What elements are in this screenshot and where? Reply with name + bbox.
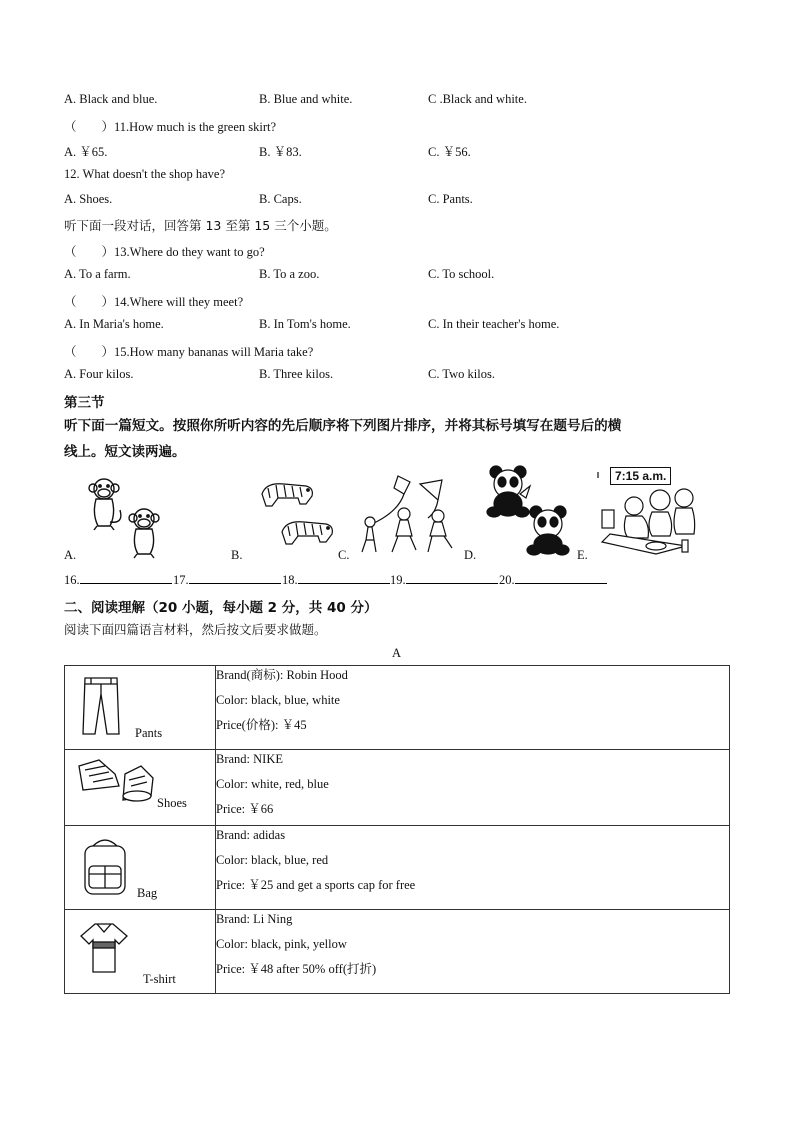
item-image-cell: [65, 750, 216, 826]
answer-paren: （ ）: [64, 294, 115, 309]
q12-option-a: A. Shoes.: [64, 192, 113, 206]
blank-number: 19.: [390, 573, 406, 587]
question-text: 14.Where will they meet?: [114, 295, 244, 309]
blank-number: 18.: [282, 573, 298, 587]
table-row: [65, 826, 730, 910]
item-name: Bag: [137, 886, 158, 900]
price-line: Price: ￥48 after 50% off(打折): [216, 962, 377, 976]
answer-paren: （ ）: [64, 119, 115, 134]
item-name: Shoes: [157, 796, 187, 810]
color-line: Color: black, pink, yellow: [216, 937, 347, 951]
q11-option-b: B. ￥83.: [259, 145, 302, 159]
q13-option-b: B. To a zoo.: [259, 267, 320, 281]
q14-option-c: C. In their teacher's home.: [428, 317, 560, 331]
picture-label-b: B.: [231, 548, 243, 562]
passage-label: A: [392, 646, 402, 660]
item-info-cell: [216, 910, 730, 994]
item-name: T-shirt: [143, 972, 176, 986]
item-info-cell: [216, 750, 730, 826]
question-15: [64, 342, 313, 360]
q11-option-a: A. ￥65.: [64, 145, 108, 159]
question-11: [64, 117, 276, 135]
question-13: [64, 242, 265, 260]
answer-paren: （ ）: [64, 344, 115, 359]
q13-option-c: C. To school.: [428, 267, 495, 281]
answer-paren: （ ）: [64, 244, 115, 259]
item-info-cell: [216, 826, 730, 910]
picture-label-a: A.: [64, 548, 77, 562]
picture-label-d: D.: [464, 548, 477, 562]
item-image-cell: [65, 666, 216, 750]
tigers-picture: [256, 474, 336, 558]
q14-option-a: A. In Maria's home.: [64, 317, 164, 331]
bag-icon: [79, 836, 131, 902]
color-line: Color: black, blue, red: [216, 853, 329, 867]
breakfast-picture: [596, 464, 698, 560]
tshirt-icon: [79, 920, 129, 980]
question-text: 13.Where do they want to go?: [114, 245, 265, 259]
table-row: [65, 750, 730, 826]
section-title: 第三节: [64, 395, 105, 411]
answer-blank-18[interactable]: [282, 571, 390, 588]
q15-option-b: B. Three kilos.: [259, 367, 334, 381]
price-line: Price: ￥25 and get a sports cap for free: [216, 878, 416, 892]
section-instruction-line2: 线上。短文读两遍。: [64, 444, 186, 460]
q11-option-c: C. ￥56.: [428, 145, 471, 159]
pants-icon: [81, 676, 121, 740]
question-text: 15.How many bananas will Maria take?: [114, 345, 314, 359]
goods-table: [64, 665, 730, 994]
part-instruction: 阅读下面四篇语言材料，然后按文后要求做题。: [64, 622, 327, 637]
item-image-cell: [65, 826, 216, 910]
price-line: Price(价格): ￥45: [216, 718, 307, 732]
brand-line: Brand: adidas: [216, 828, 286, 842]
q15-option-a: A. Four kilos.: [64, 367, 134, 381]
table-row: [65, 910, 730, 994]
color-line: Color: white, red, blue: [216, 777, 329, 791]
answer-blank-16[interactable]: [64, 571, 172, 588]
shoes-icon: [75, 756, 159, 812]
item-name: Pants: [135, 726, 163, 740]
blank-number: 20.: [499, 573, 515, 587]
q12-option-c: C. Pants.: [428, 192, 473, 206]
listening-instruction: 听下面一段对话，回答第 13 至第 15 三个小题。: [64, 218, 337, 233]
price-line: Price: ￥66: [216, 802, 274, 816]
item-image-cell: [65, 910, 216, 994]
answer-blank-19[interactable]: [390, 571, 498, 588]
q10-option-c: C .Black and white.: [428, 92, 527, 106]
q13-option-a: A. To a farm.: [64, 267, 131, 281]
item-info-cell: [216, 666, 730, 750]
brand-line: Brand(商标): Robin Hood: [216, 668, 348, 682]
q15-option-c: C. Two kilos.: [428, 367, 495, 381]
kite-flying-picture: [358, 472, 462, 558]
picture-label-c: C.: [338, 548, 350, 562]
q10-option-b: B. Blue and white.: [259, 92, 353, 106]
pandas-picture: [486, 464, 578, 558]
color-line: Color: black, blue, white: [216, 693, 340, 707]
question-14: [64, 292, 243, 310]
part-title: 二、阅读理解（20 小题，每小题 2 分，共 40 分）: [64, 600, 378, 616]
blank-number: 17.: [173, 573, 189, 587]
blank-number: 16.: [64, 573, 80, 587]
question-text: 11.How much is the green skirt?: [114, 120, 277, 134]
section-instruction-line1: 听下面一篇短文。按照你所听内容的先后顺序将下列图片排序，并将其标号填写在题号后的横: [64, 418, 622, 434]
monkeys-picture: [84, 474, 174, 560]
q14-option-b: B. In Tom's home.: [259, 317, 351, 331]
clock-time-label: 7:15 a.m.: [610, 467, 671, 485]
question-12: 12. What doesn't the shop have?: [64, 167, 226, 181]
q12-option-b: B. Caps.: [259, 192, 302, 206]
brand-line: Brand: Li Ning: [216, 912, 293, 926]
brand-line: Brand: NIKE: [216, 752, 283, 766]
q10-option-a: A. Black and blue.: [64, 92, 158, 106]
answer-blank-20[interactable]: [499, 571, 607, 588]
table-row: [65, 666, 730, 750]
picture-label-e: E.: [577, 548, 588, 562]
answer-blank-17[interactable]: [173, 571, 281, 588]
